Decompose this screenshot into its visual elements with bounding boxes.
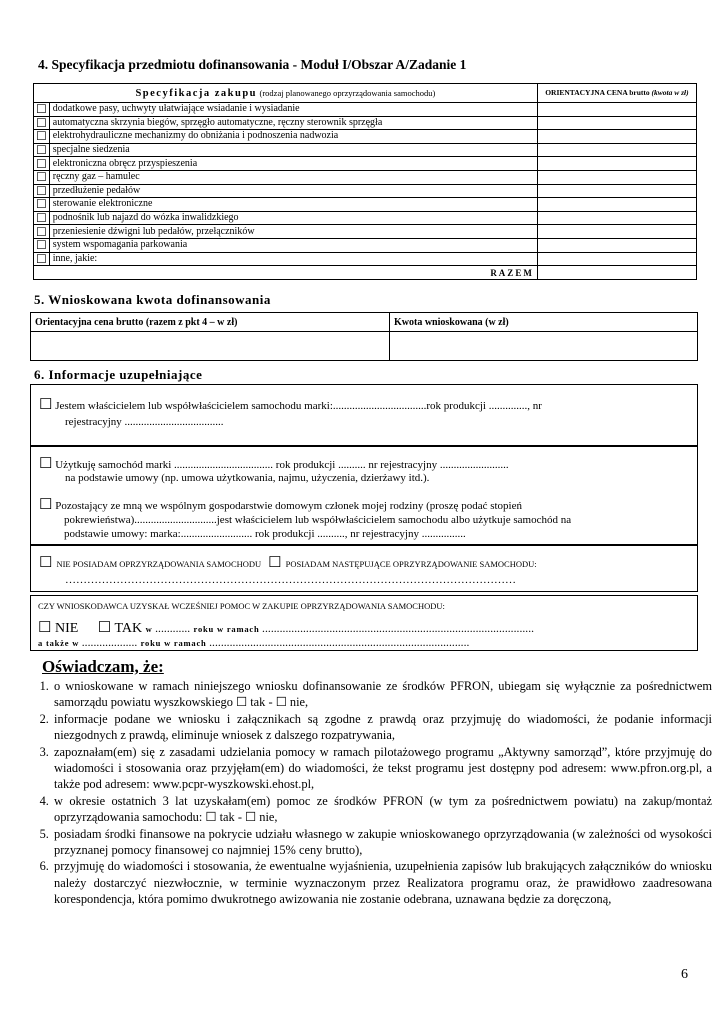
requested-amount-header: Kwota wnioskowana (w zł) [390, 313, 698, 332]
checkbox[interactable]: ☐ [34, 252, 50, 266]
spec-row [34, 157, 697, 171]
price-cell[interactable] [537, 252, 696, 266]
declaration-item: 4. w okresie ostatnich 3 lat uzyskałam(em) pomoc ze środków PFRON (w tym za pośrednictwem powiatu) na zakup/montaż oprzyrządowania samochodu: ☐ tak - ☐ nie, [52, 793, 712, 826]
spec-item-label: elektroniczna obręcz przyspieszenia [49, 157, 537, 171]
total-label: RAZEM [34, 266, 538, 280]
declaration-item: 6. przyjmuję do wiadomości i stosowania, że ewentualne wyjaśnienia, uzupełnienia zapisów lub brakujących załączników do wniosku należy dostarczyć niezwłocznie, w terminie wyznaczonym przez Realizatora programu oraz, że prawidłowo zaadresowana korespondencja, która pomimo dwukrotnego awizowania nie zostanie odebrana, uznawana będzie za doręczoną, [52, 858, 712, 907]
spec-row [34, 225, 697, 239]
user-text: Użytkuję samochód marki .................................... rok produkcji .......... nr rejestracyjny ......................... [55, 459, 509, 471]
spec-row [34, 211, 697, 225]
spec-row [34, 103, 697, 117]
user-line-2: na podstawie umowy (np. umowa użytkowania, najmu, użyczenia, dzierżawy itd.). [65, 472, 430, 484]
price-cell[interactable] [537, 184, 696, 198]
family-line-1 [39, 495, 522, 514]
declaration-item: 1. o wnioskowane w ramach niniejszego wniosku dofinansowanie ze środków PFRON, ubiegam się wyłącznie za pośrednictwem samorządu powiatu wyszkowskiego ☐ tak - ☐ nie, [52, 678, 712, 711]
spec-item-label: podnośnik lub najazd do wózka inwalidzkiego [49, 211, 537, 225]
nie-label: NIE [54, 621, 79, 636]
spec-total-row [34, 266, 697, 280]
spec-item-label: przeniesienie dźwigni lub pedałów, przełączników [49, 225, 537, 239]
spec-row [34, 198, 697, 212]
owner-text: Jestem właścicielem lub współwłaścicielem samochodu marki:..................................rok produkcji .............., nr [55, 400, 542, 412]
amount-header-row [31, 313, 698, 332]
price-cell[interactable] [537, 238, 696, 252]
spec-item-label: automatyczna skrzynia biegów, sprzęgło automatyczne, ręczny sterownik sprzęgła [49, 116, 537, 130]
checkbox[interactable]: ☐ [34, 103, 50, 117]
amount-input-row [31, 332, 698, 361]
equipment-line [39, 553, 537, 572]
spec-row [34, 252, 697, 266]
spec-col2-header [537, 84, 696, 103]
price-cell[interactable] [537, 116, 696, 130]
price-cell[interactable] [537, 157, 696, 171]
spec-row [34, 184, 697, 198]
tak-checkbox[interactable]: ☐ [97, 620, 112, 636]
family-line-3: podstawie umowy: marka:.......................... rok produkcji .........., nr rejestracyjny ................ [64, 528, 466, 540]
prior-help-answer [38, 618, 534, 637]
spec-item-label: dodatkowe pasy, uchwyty ułatwiające wsiadanie i wysiadanie [49, 103, 537, 117]
declaration-item: 3. zapoznałam(em) się z zasadami udzielania pomocy w ramach pilotażowego programu „Aktywny samorząd”, które przyjmuję do wiadomości i stosowania oraz przyjęłam(em) do wiadomości, że tekst programu jest dostępny pod adresem: www.pfron.org.pl, a także pod adresem: www.pcpr-wyszkowski.ehost.pl, [52, 744, 712, 793]
no-equipment-label: NIE POSIADAM OPRZYRZĄDOWANIA SAMOCHODU [56, 559, 262, 569]
owner-line-1 [39, 395, 542, 414]
spec-item-label: specjalne siedzenia [49, 143, 537, 157]
spec-col2-subtitle: (kwota w zł) [651, 88, 689, 97]
family-checkbox[interactable]: ☐ [39, 497, 53, 513]
user-checkbox[interactable]: ☐ [39, 456, 53, 472]
declaration-item: 5. posiadam środki finansowe na pokrycie udziału własnego w zakupie wnioskowanego oprzyrządowania (w zależności od wysokości przyznanej pomocy finansowej co najmniej 15% ceny brutto), [52, 826, 712, 859]
spec-col1-title: Specyfikacja zakupu [135, 87, 258, 99]
page-number: 6 [681, 967, 688, 982]
prior-help-line-2[interactable]: a także w ................... roku w ramach ......................................................................................... [38, 638, 470, 648]
spec-col1-header [34, 84, 538, 103]
no-equipment-checkbox[interactable]: ☐ [39, 555, 53, 571]
declaration-list [30, 678, 712, 908]
checkbox[interactable]: ☐ [34, 238, 50, 252]
spec-row [34, 170, 697, 184]
checkbox[interactable]: ☐ [34, 225, 50, 239]
section-6-title: 6. Informacje uzupełniające [34, 367, 203, 382]
specification-table [33, 83, 697, 280]
user-line-1 [39, 454, 509, 473]
spec-row [34, 143, 697, 157]
spec-item-label: sterowanie elektroniczne [49, 198, 537, 212]
checkbox[interactable]: ☐ [34, 143, 50, 157]
has-equipment-checkbox[interactable]: ☐ [268, 555, 282, 571]
equipment-fill-line[interactable]: …………………………………………………………………………………………………………… [65, 574, 516, 586]
section-5-title: 5. Wnioskowana kwota dofinansowania [34, 292, 271, 307]
spec-row [34, 238, 697, 252]
checkbox[interactable]: ☐ [34, 211, 50, 225]
spec-row [34, 130, 697, 144]
estimated-price-field[interactable] [31, 332, 390, 361]
checkbox[interactable]: ☐ [34, 198, 50, 212]
price-cell[interactable] [537, 198, 696, 212]
prior-help-question: CZY WNIOSKODAWCA UZYSKAŁ WCZEŚNIEJ POMOC W ZAKUPIE OPRZYRZĄDOWANIA SAMOCHODU: [38, 601, 445, 611]
owner-box [30, 384, 698, 446]
spec-item-label: ręczny gaz – hamulec [49, 170, 537, 184]
owner-line-2: rejestracyjny .................................... [65, 416, 224, 428]
spec-item-label: przedłużenie pedałów [49, 184, 537, 198]
checkbox[interactable]: ☐ [34, 157, 50, 171]
spec-col2-title: ORIENTACYJNA CENA brutto [545, 88, 650, 97]
checkbox[interactable]: ☐ [34, 130, 50, 144]
spec-col1-subtitle: (rodzaj planowanego oprzyrządowania samochodu) [259, 87, 436, 98]
requested-amount-field[interactable] [390, 332, 698, 361]
spec-row [34, 116, 697, 130]
price-cell[interactable] [537, 103, 696, 117]
price-cell[interactable] [537, 143, 696, 157]
family-line-2: pokrewieństwa)..............................jest właścicielem lub współwłaścicielem samochodu albo użytkuje samochód na [64, 514, 572, 526]
declaration-title: Oświadczam, że: [42, 657, 164, 676]
nie-checkbox[interactable]: ☐ [38, 620, 52, 636]
price-cell[interactable] [537, 130, 696, 144]
family-text: Pozostający ze mną we wspólnym gospodarstwie domowym członek mojej rodziny (proszę podać stopień [55, 500, 522, 512]
spec-header-row [34, 84, 697, 103]
price-cell[interactable] [537, 170, 696, 184]
declaration-item: 2. informacje podane we wniosku i załącznikach są zgodne z prawdą oraz przyjmuję do wiadomości, że podanie informacji niezgodnych z prawdą, eliminuje wniosek z dalszego rozpatrywania, [52, 711, 712, 744]
spec-item-label: elektrohydrauliczne mechanizmy do obniżania i podnoszenia nadwozia [49, 130, 537, 144]
has-equipment-label: POSIADAM NASTĘPUJĄCE OPRZYRZĄDOWANIE SAMOCHODU: [285, 559, 537, 569]
estimated-price-header: Orientacyjna cena brutto (razem z pkt 4 – w zł) [31, 313, 390, 332]
price-cell[interactable] [537, 211, 696, 225]
checkbox[interactable]: ☐ [34, 184, 50, 198]
spec-item-label: inne, jakie: [49, 252, 537, 266]
requested-amount-table [30, 312, 698, 361]
section-4-title: 4. Specyfikacja przedmiotu dofinansowania - Moduł I/Obszar A/Zadanie 1 [38, 57, 467, 72]
price-cell[interactable] [537, 225, 696, 239]
checkbox[interactable]: ☐ [34, 116, 50, 130]
spec-item-label: system wspomagania parkowania [49, 238, 537, 252]
total-price-cell[interactable] [537, 266, 696, 280]
tak-label: TAK [114, 621, 143, 636]
prior-help-line-1[interactable]: w ............ roku w ramach ............................................................................................. [145, 624, 535, 634]
checkbox[interactable]: ☐ [34, 170, 50, 184]
owner-checkbox[interactable]: ☐ [39, 397, 53, 413]
